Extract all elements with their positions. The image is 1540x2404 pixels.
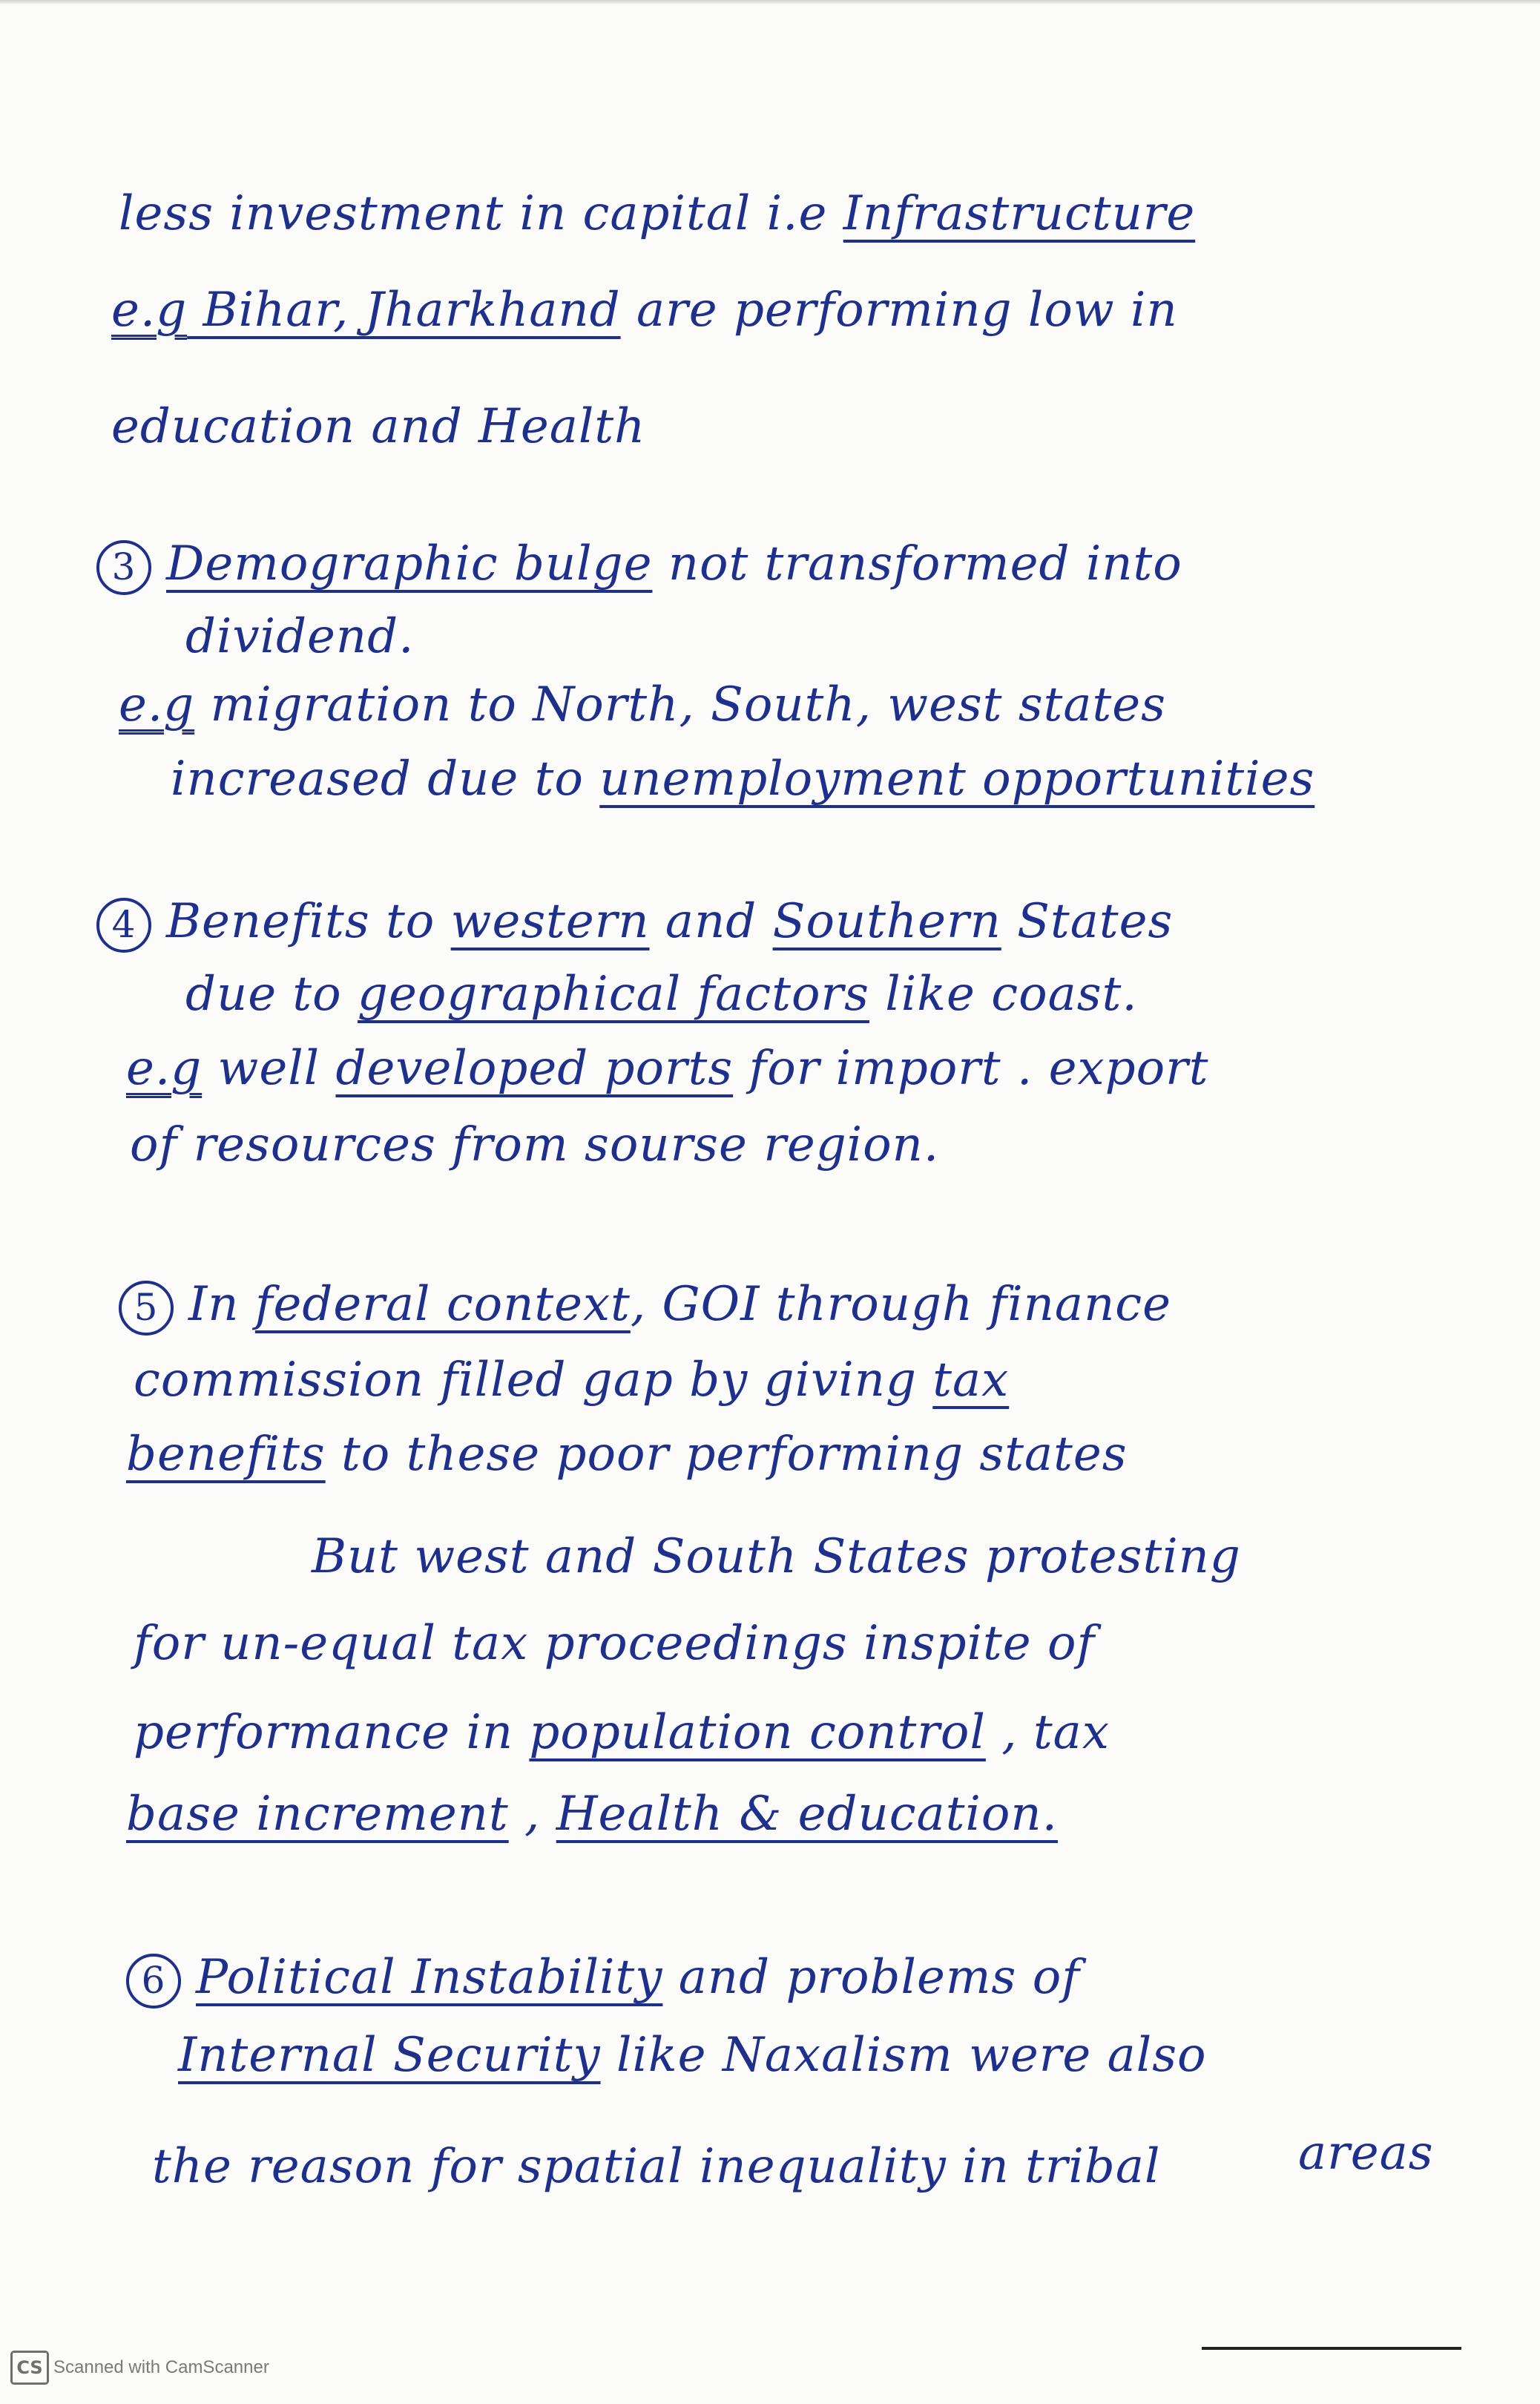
unemployment-term: unemployment opportunities: [599, 752, 1315, 807]
point-3-line-4: [171, 749, 1314, 809]
point-5-line-2: [134, 1350, 1009, 1410]
point-text: , tax: [985, 1705, 1110, 1760]
point-5-line-6: [134, 1703, 1110, 1762]
states-term: Bihar, Jharkhand: [187, 283, 621, 338]
point-3-line-3: [119, 675, 1166, 735]
geographical-factors-term: geographical factors: [358, 967, 869, 1022]
western-term: western: [450, 894, 650, 949]
point-text: and: [649, 894, 773, 949]
benefits-term: benefits: [126, 1427, 326, 1482]
intro-line-3: [111, 397, 645, 456]
intro-line-2: [111, 280, 1178, 340]
federal-context-term: federal context: [254, 1277, 631, 1332]
point-6-line-4: [1298, 2124, 1434, 2183]
point-text: In: [188, 1277, 255, 1332]
scanner-watermark-text: Scanned with CamScanner: [53, 2357, 269, 2377]
point-text: migration to North, South, west states: [194, 677, 1166, 732]
tax-term: tax: [932, 1353, 1010, 1408]
point-text: States: [1001, 894, 1174, 949]
developed-ports-term: developed ports: [335, 1041, 734, 1096]
point-text: to these poor performing states: [325, 1427, 1128, 1482]
point-4-line-2: [185, 965, 1138, 1024]
point-text: and problems of: [662, 1950, 1080, 2005]
point-text: of resources from sourse region.: [130, 1117, 940, 1172]
point-text: for import . export: [733, 1041, 1209, 1096]
point-6-line-1: [126, 1948, 1080, 2009]
point-4-line-3: [126, 1039, 1208, 1098]
intro-text: education and Health: [111, 399, 646, 454]
point-text: like Naxalism were also: [600, 2028, 1207, 2083]
health-education-term: Health & education.: [556, 1787, 1058, 1842]
point-5-line-4: [312, 1527, 1241, 1586]
point-text: dividend.: [185, 609, 415, 664]
point-4-line-4: [130, 1115, 939, 1175]
point-4-line-1: [96, 892, 1173, 953]
point-text: , GOI through finance: [630, 1277, 1171, 1332]
point-text: for un-equal tax proceedings inspite of: [134, 1616, 1096, 1671]
example-marker: e.g: [111, 283, 188, 338]
bottom-rule: [1202, 2347, 1461, 2350]
demographic-bulge-term: Demographic bulge: [166, 536, 653, 591]
point-number-badge: 3: [96, 540, 151, 595]
point-5-line-7: [126, 1784, 1058, 1844]
point-3-line-1: [96, 534, 1182, 595]
point-5-line-3: [126, 1425, 1128, 1484]
point-text: performance in: [134, 1705, 530, 1760]
point-text: not transformed into: [652, 536, 1182, 591]
example-marker: e.g: [119, 677, 195, 732]
point-5-line-1: [119, 1275, 1171, 1336]
southern-term: Southern: [772, 894, 1001, 949]
camscanner-logo-icon: CS: [10, 2351, 49, 2385]
point-number-badge: 6: [126, 1954, 181, 2009]
base-increment-term: base increment: [126, 1787, 509, 1842]
intro-text: are: [620, 283, 734, 338]
point-number-badge: 4: [96, 898, 151, 953]
point-6-line-3: [152, 2137, 1160, 2196]
population-control-term: population control: [529, 1705, 986, 1760]
point-text: increased due to: [171, 752, 600, 807]
point-text: due to: [185, 967, 358, 1022]
point-text: areas: [1298, 2126, 1434, 2181]
point-text: like coast.: [869, 967, 1138, 1022]
point-text: Benefits to: [166, 894, 451, 949]
point-text: But west and South States protesting: [312, 1529, 1241, 1584]
point-number-badge: 5: [119, 1281, 174, 1336]
point-text: ,: [508, 1787, 556, 1842]
point-3-line-2: [185, 607, 414, 666]
point-text: the reason for spatial inequality in tribal: [152, 2139, 1161, 2194]
point-5-line-5: [134, 1614, 1095, 1673]
intro-text: low in: [1012, 283, 1178, 338]
internal-security-term: Internal Security: [178, 2028, 601, 2083]
intro-text: less investment in capital i.e: [119, 186, 843, 241]
point-text: commission filled gap by giving: [134, 1353, 933, 1408]
political-instability-term: Political Instability: [196, 1950, 663, 2005]
point-text: well: [202, 1041, 336, 1096]
intro-line-1: [119, 184, 1195, 243]
infrastructure-term: Infrastructure: [843, 186, 1196, 241]
point-6-line-2: [178, 2026, 1207, 2085]
example-marker: e.g: [126, 1041, 203, 1096]
intro-text: performing: [733, 283, 1013, 338]
